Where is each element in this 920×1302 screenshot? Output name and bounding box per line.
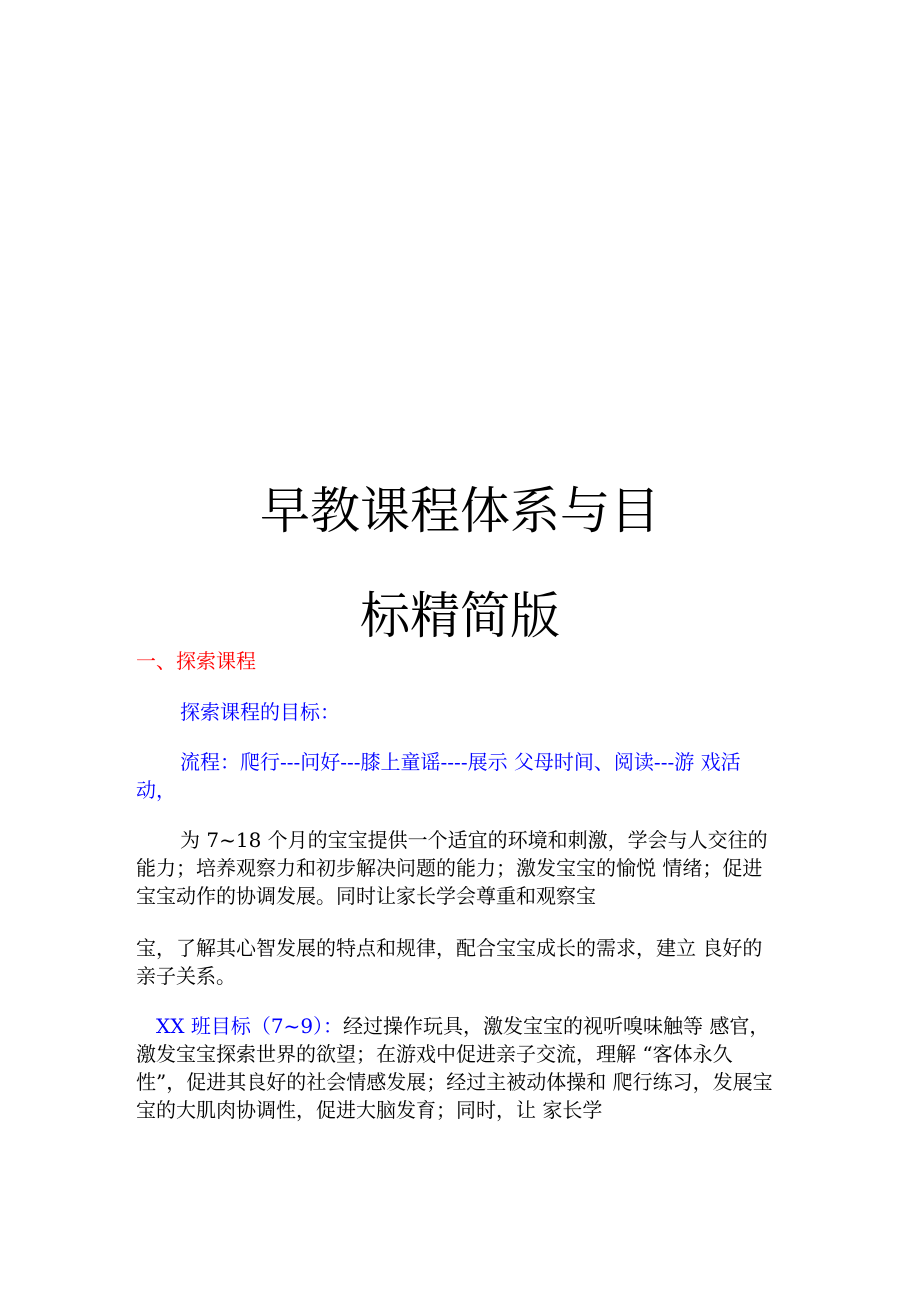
document-title-line1: 早教课程体系与目	[260, 482, 660, 540]
intro-paragraph-2: 宝，了解其心智发展的特点和规律，配合宝宝成长的需求，建立 良好的亲子关系。	[136, 936, 763, 988]
goal-label: 探索课程的目标：	[180, 700, 340, 724]
class-goal-text: 经过操作玩具，激发宝宝的视听嗅味触等 感官，激发宝宝探索世界的欲望；在游戏中促进亲子交流，理解 “客体永久性”，促进其良好的社会情感发展；经过主被动体操和 爬行练习，发展宝宝的大肌肉协调性，促进大脑发育；同时，让 家长学	[136, 1014, 773, 1122]
class-goal-label: XX 班目标（7~9）：	[156, 1014, 344, 1038]
intro-paragraph-1: 为 7~18 个月的宝宝提供一个适宜的环境和刺激，学会与人交往的能力；培养观察力和初步解决问题的能力；激发宝宝的愉悦 情绪；促进宝宝动作的协调发展。同时让家长学会尊重和观察宝	[136, 828, 768, 908]
class-goal-paragraph	[136, 1012, 776, 1124]
flow-paragraph: 流程：爬行---问好---膝上童谣----展示 父母时间、阅读---游 戏活动，	[136, 750, 741, 802]
section-heading: 一、探索课程	[136, 649, 256, 673]
document-title-line2: 标精简版	[360, 587, 560, 645]
